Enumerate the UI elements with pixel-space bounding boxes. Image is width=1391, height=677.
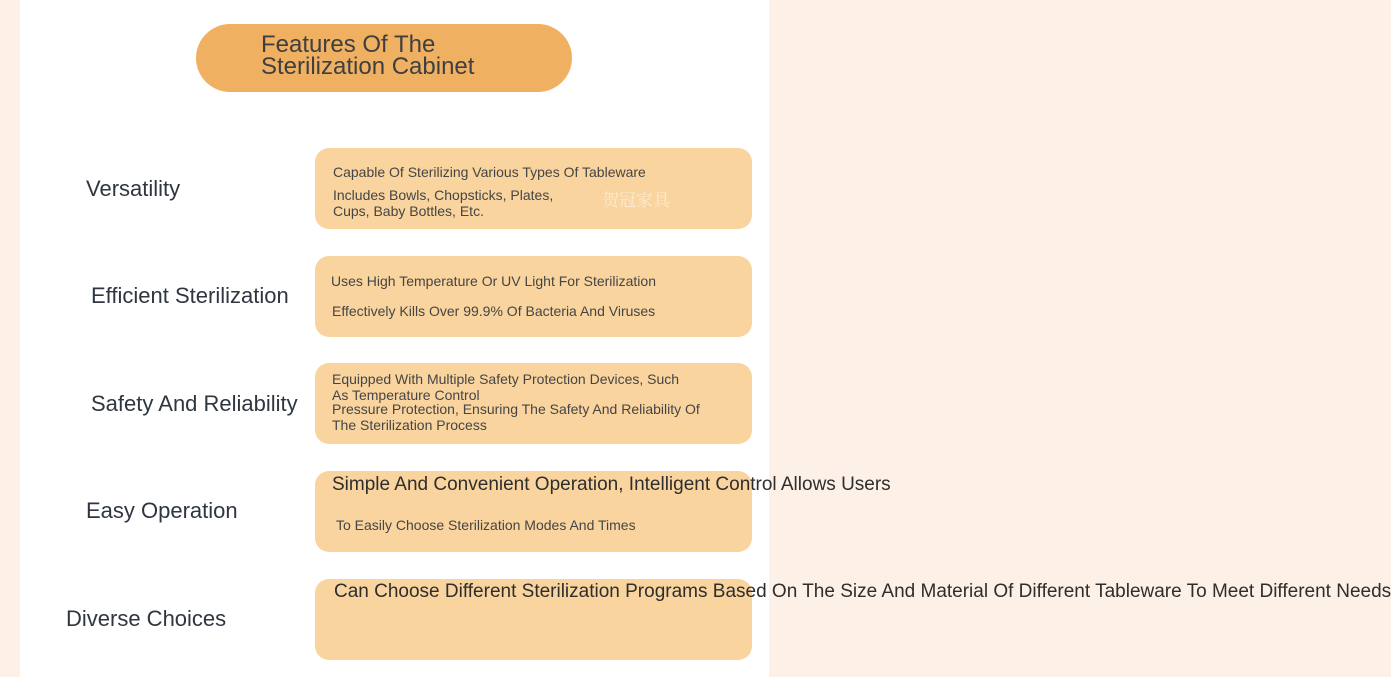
feature-card-efficient-sterilization: [315, 256, 752, 337]
feature-card-safety-and-reliability: [315, 363, 752, 444]
feature-line: Uses High Temperature Or UV Light For Sterilization: [331, 273, 656, 289]
feature-label-efficient-sterilization: Efficient Sterilization: [91, 283, 289, 308]
feature-line: Capable Of Sterilizing Various Types Of Tableware: [333, 164, 646, 180]
feature-line: Effectively Kills Over 99.9% Of Bacteria And Viruses: [332, 303, 656, 319]
feature-line: Includes Bowls, Chopsticks, Plates, Cups, Baby Bottles, Etc.: [333, 187, 554, 219]
feature-line: To Easily Choose Sterilization Modes And Times: [336, 517, 636, 533]
feature-line: Pressure Protection, Ensuring The Safety And Reliability Of The Sterilization Process: [332, 401, 700, 433]
feature-line: Equipped With Multiple Safety Protection Devices, Such As Temperature Control: [332, 371, 680, 403]
feature-label-easy-operation: Easy Operation: [86, 498, 238, 523]
infographic-page: [20, 0, 1391, 677]
feature-line: Can Choose Different Sterilization Programs Based On The Size And Material Of Different Tableware To Meet Different Needs: [334, 581, 1391, 602]
feature-card-diverse-choices: [315, 579, 1391, 660]
watermark-text: 贺冠家具: [602, 191, 670, 211]
page-title: Features Of The Sterilization Cabinet: [261, 31, 475, 80]
feature-line: Simple And Convenient Operation, Intelligent Control Allows Users: [332, 474, 891, 495]
feature-label-diverse-choices: Diverse Choices: [66, 606, 227, 631]
feature-label-safety-and-reliability: Safety And Reliability: [91, 391, 298, 416]
feature-card-easy-operation: [315, 471, 891, 552]
feature-label-versatility: Versatility: [86, 176, 181, 201]
feature-card-versatility: [315, 148, 752, 229]
